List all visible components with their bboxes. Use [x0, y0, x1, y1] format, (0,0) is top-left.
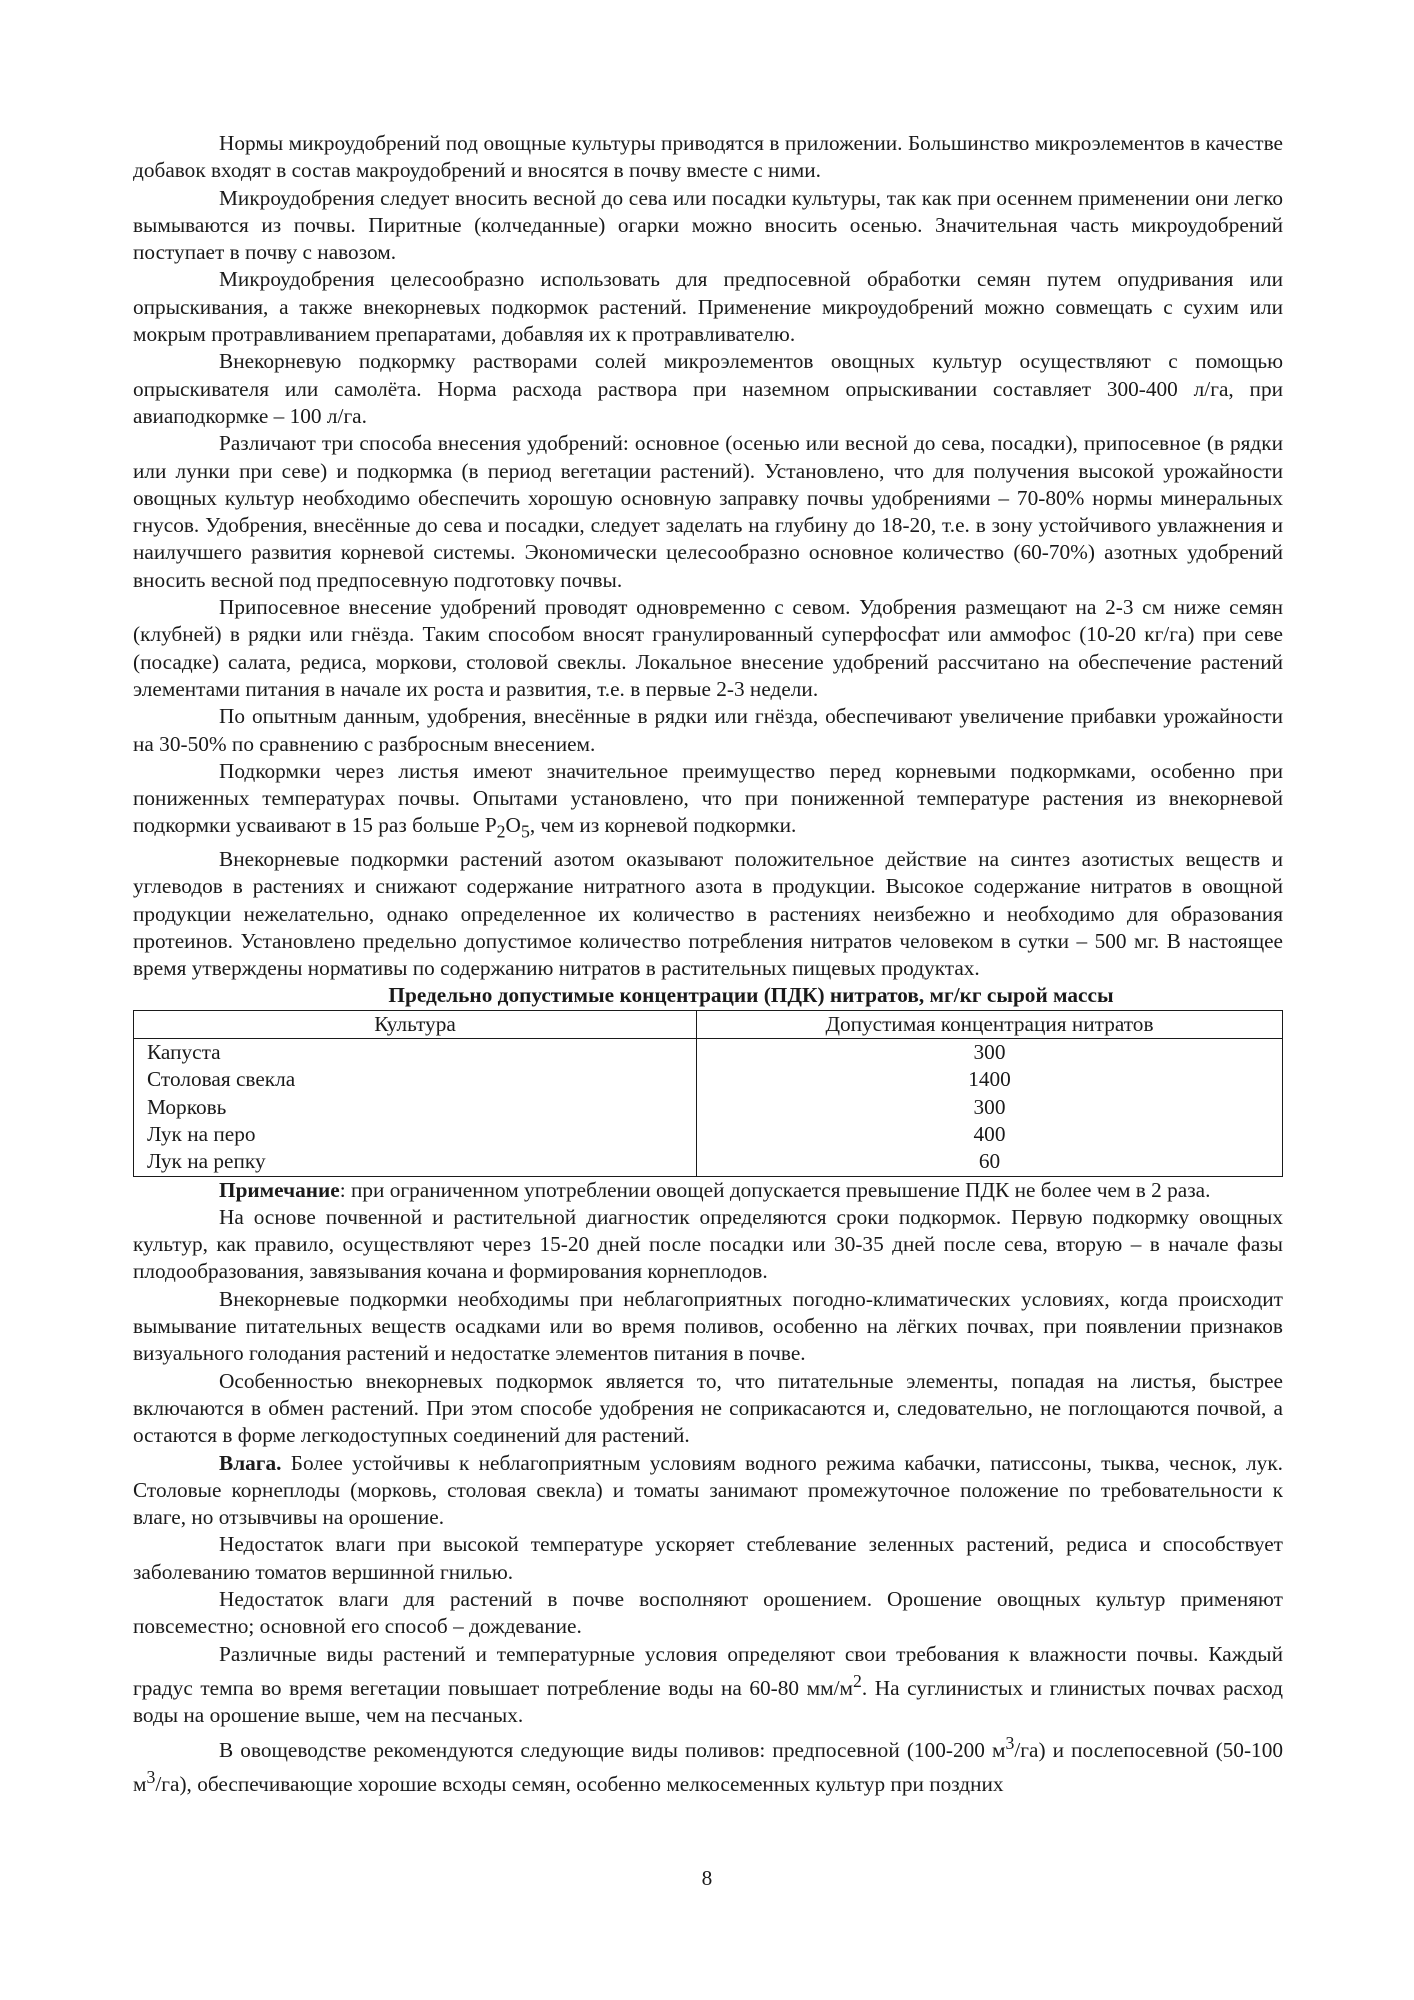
cell-crop: Капуста — [134, 1039, 697, 1067]
cell-crop: Лук на перо — [134, 1121, 697, 1148]
paragraph: По опытным данным, удобрения, внесённые в рядки или гнёзда, обеспечивают увеличение прибавки урожайности на 30-50% по сравнению с разбросным внесением. — [133, 704, 1283, 756]
paragraph-moisture: Влага. Более устойчивы к неблагоприятным условиям водного режима кабачки, патиссоны, тыква, чеснок, лук. Столовые корнеплоды (морковь, столовая свекла) и томаты занимают промежуточное положение по требовательности к влаге, но отзывчивы на орошение. — [133, 1450, 1283, 1530]
table-caption: Предельно допустимые концентрации (ПДК) нитратов, мг/кг сырой массы — [388, 983, 1114, 1008]
cell-value: 60 — [697, 1148, 1283, 1176]
table-row — [134, 1039, 1283, 1067]
paragraph: Недостаток влаги при высокой температуре ускоряет стеблевание зеленных растений, редиса и способствует заболеванию томатов вершинной гнилью. — [133, 1532, 1283, 1584]
paragraph: Внекорневую подкормку растворами солей микроэлементов овощных культур осуществляют с помощью опрыскивателя или самолёта. Норма расхода раствора при наземном опрыскивании составляет 300-400 л/га, при авиаподкормке – 100 л/га. — [133, 349, 1283, 428]
cell-crop: Лук на репку — [134, 1148, 697, 1176]
paragraph: Микроудобрения следует вносить весной до сева или посадки культуры, так как при осеннем применении они легко вымываются из почвы. Пиритные (колчеданные) огарки можно вносить осенью. Значительная часть микроудобрений поступает в почву с навозом. — [133, 185, 1283, 265]
note-label: Примечание — [219, 1177, 340, 1202]
cell-crop: Столовая свекла — [134, 1066, 697, 1093]
paragraph: На основе почвенной и растительной диагностик определяются сроки подкормок. Первую подкормку овощных культур, как правило, осуществляют через 15-20 дней после посадки или 30-35 дней после сева, вторую – в начале фазы плодообразования, завязывания кочана и формирования корнеплодов. — [133, 1204, 1283, 1284]
table-header-row — [134, 1010, 1283, 1038]
paragraph: Припосевное внесение удобрений проводят одновременно с севом. Удобрения размещают на 2-3 см ниже семян (клубней) в рядки или гнёзда. Таким способом вносят гранулированный суперфосфат или аммофос (10-20 кг/га) при севе (посадке) салата, редиса, моркови, столовой свеклы. Локальное внесение удобрений рассчитано на обеспечение растений элементами питания в начале их роста и развития, т.е. в первые 2-3 недели. — [133, 595, 1283, 701]
table-row — [134, 1121, 1283, 1148]
paragraph-irrigation: В овощеводстве рекомендуются следующие виды поливов: предпосевной (100-200 $м^3/га$) и послепосевной (50-100 $м^3/га$), обеспечивающие хорошие всходы семян, особенно мелкосеменных культур при поздних — [133, 1732, 1283, 1797]
table-row — [134, 1066, 1283, 1093]
paragraph: Внекорневые подкормки растений азотом оказывают положительное действие на синтез азотистых веществ и углеводов в растениях и снижают содержание нитратного азота в продукции. Высокое содержание нитратов в овощной продукции нежелательно, однако определенное их количество в растениях неизбежно и необходимо для образования протеинов. Установлено предельно допустимое количество потребления нитратов человеком в сутки – 500 мг. В настоящее время утверждены нормативы по содержанию нитратов в растительных пищевых продуктах. — [133, 846, 1283, 981]
moisture-label: Влага. — [219, 1450, 282, 1475]
column-header-crop: Культура — [134, 1010, 697, 1038]
cell-value: 400 — [697, 1121, 1283, 1148]
paragraph-foliar: Подкормки через листья имеют значительное преимущество перед корневыми подкормками, особенно при пониженных температурах почвы. Опытами установлено, что при пониженной температуре растения из внекорневой подкормки усваивают в 15 раз больше $P_2O_5$, чем из корневой подкормки. — [133, 758, 1283, 842]
paragraph: Различают три способа внесения удобрений: основное (осенью или весной до сева, посадки), припосевное (в рядки или лунки при севе) и подкормка (в период вегетации растений). Установлено, что для получения высокой урожайности овощных культур необходимо обеспечить хорошую основную заправку почвы удобрениями – 70-80% нормы минеральных гнусов. Удобрения, внесённые до сева и посадки, следует заделать на глубину до 18-20, т.е. в зону устойчивого увлажнения и наилучшего развития корневой системы. Экономически целесообразно основное количество (60-70%) азотных удобрений вносить весной под предпосевную подготовку почвы. — [133, 431, 1283, 592]
paragraph-temperature: Различные виды растений и температурные условия определяют свои требования к влажности почвы. Каждый градус темпа во время вегетации повышает потребление воды на 60-80 $мм/м^2$. На суглинистых и глинистых почвах расход воды на орошение выше, чем на песчаных. — [133, 1641, 1283, 1728]
cell-value: 300 — [697, 1094, 1283, 1121]
paragraph: Внекорневые подкормки необходимы при неблагоприятных погодно-климатических условиях, когда происходит вымывание питательных веществ осадками или во время поливов, особенно на лёгких почвах, при появлении признаков визуального голодания растений и недостатке элементов питания в почве. — [133, 1286, 1283, 1366]
column-header-concentration: Допустимая концентрация нитратов — [697, 1010, 1283, 1038]
table-row — [134, 1094, 1283, 1121]
table-note: Примечание: при ограниченном употреблении овощей допускается превышение ПДК не более чем в 2 раза. — [219, 1177, 1211, 1202]
document-page — [133, 130, 1283, 1798]
paragraph: Недостаток влаги для растений в почве восполняют орошением. Орошение овощных культур применяют повсеместно; основной его способ – дождевание. — [133, 1586, 1283, 1639]
cell-crop: Морковь — [134, 1094, 697, 1121]
paragraph: Нормы микроудобрений под овощные культуры приводятся в приложении. Большинство микроэлементов в качестве добавок входят в состав макроудобрений и вносятся в почву вместе с ними. — [133, 131, 1283, 183]
paragraph: Микроудобрения целесообразно использовать для предпосевной обработки семян путем опудривания или опрыскивания, а также внекорневых подкормок растений. Применение микроудобрений можно совмещать с сухим или мокрым протравливанием препаратами, добавляя их к протравливателю. — [133, 267, 1283, 347]
paragraph: Особенностью внекорневых подкормок является то, что питательные элементы, попадая на листья, быстрее включаются в обмен растений. При этом способе удобрения не соприкасаются и, следовательно, не поглощаются почвой, а остаются в форме легкодоступных соединений для растений. — [133, 1368, 1283, 1448]
page-number: 8 — [701, 1866, 713, 1890]
cell-value: 300 — [697, 1039, 1283, 1067]
nitrate-table — [133, 1010, 1283, 1177]
cell-value: 1400 — [697, 1066, 1283, 1093]
table-row — [134, 1148, 1283, 1176]
